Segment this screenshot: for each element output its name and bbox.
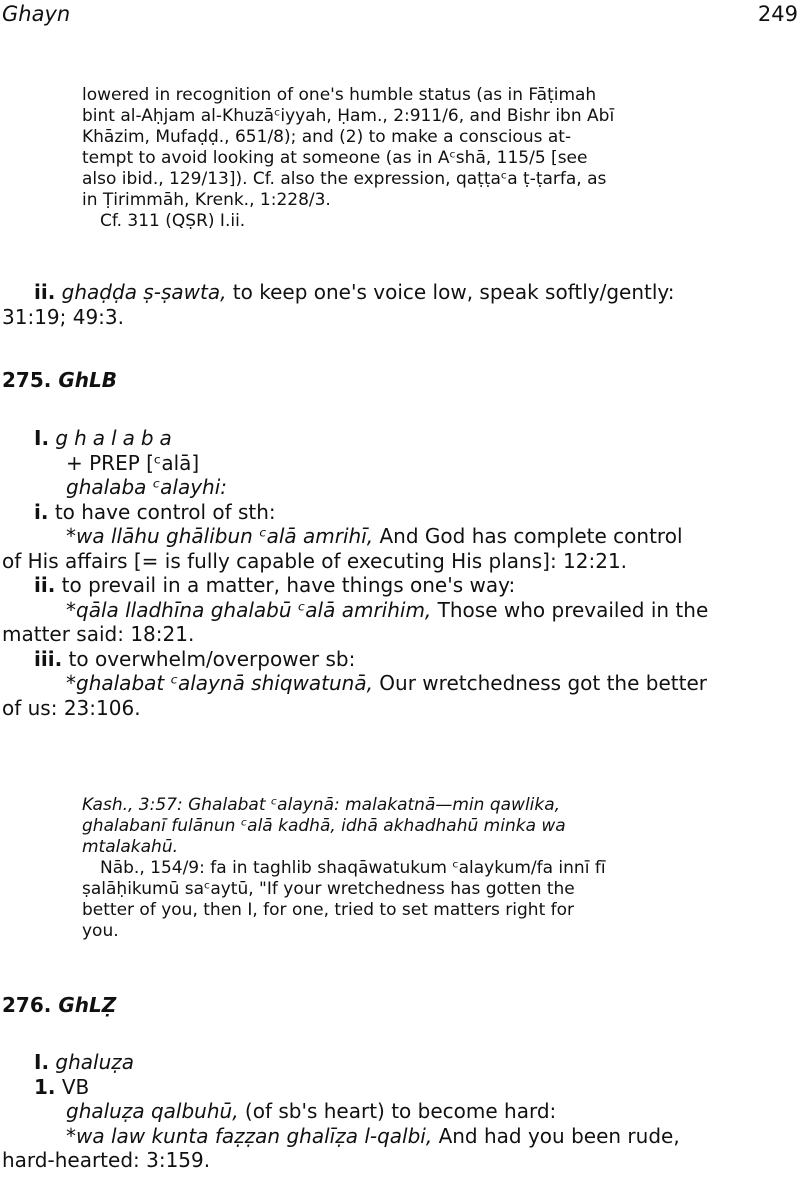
section-heading — [2, 368, 798, 393]
entry-ii — [2, 280, 798, 329]
arabic-phrase: ghaḍḍa ṣ-ṣawta, — [61, 280, 227, 304]
page-header — [0, 0, 800, 30]
section-276-body — [2, 1050, 798, 1173]
example-2-cont: matter said: 18:21. — [2, 622, 195, 646]
quote-line: Nāb., 154/9: fa in taghlib shaqāwatukum ᶜalaykum/fa innī fī — [100, 858, 606, 878]
prep-line: + PREP [ᶜalā] — [66, 450, 200, 475]
page-number: 249 — [757, 2, 798, 26]
quote-line: tempt to avoid looking at someone (as in Aᶜshā, 115/5 [see — [82, 148, 588, 168]
quote-line: ghalabanī fulānun ᶜalā kadhā, idhā akhadhahū minka wa — [82, 816, 566, 836]
example-cont: hard-hearted: 3:159. — [2, 1148, 211, 1172]
phrase-line: ghaluẓa qalbuhū, (of sb's heart) to become hard: — [66, 1099, 557, 1123]
example-1: *wa llāhu ghālibun ᶜalā amrihī, And God has complete control — [66, 524, 683, 548]
section-number: 276. — [2, 993, 52, 1017]
section-heading — [2, 993, 798, 1018]
cross-reference: Cf. 311 (QṢR) I.ii. — [100, 211, 246, 231]
block-quote-2 — [82, 795, 722, 942]
section-number: 275. — [2, 368, 52, 392]
example-2: *qāla lladhīna ghalabū ᶜalā amrihim, Those who prevailed in the — [66, 597, 709, 622]
sense-number: ii. — [34, 280, 56, 304]
sense-3: iii. to overwhelm/overpower sb: — [34, 646, 356, 671]
quote-line: better of you, then I, for one, tried to set matters right for — [82, 900, 575, 920]
form-number: I. — [34, 426, 50, 450]
example-3-cont: of us: 23:106. — [2, 695, 141, 720]
sense-1: i. to have control of sth: — [34, 499, 276, 524]
quote-line: you. — [82, 921, 119, 941]
quote-line: Kash., 3:57: Ghalabat ᶜalaynā: malakatnā—min qawlika, — [82, 795, 561, 815]
section-276 — [2, 993, 798, 1018]
quote-line: Khāzim, Mufaḍḍ., 651/8); and (2) to make a conscious at- — [82, 127, 572, 147]
running-head: Ghayn — [2, 2, 71, 26]
example-1-cont: of His affairs [= is fully capable of executing His plans]: 12:21. — [2, 548, 628, 573]
example-3: *ghalabat ᶜalaynā shiqwatunā, Our wretchedness got the better — [66, 671, 707, 695]
example: *wa law kunta faẓẓan ghalīẓa l-qalbi, And had you been rude, — [66, 1123, 680, 1148]
root-label: GhLẒ — [58, 993, 117, 1017]
definition: to keep one's voice low, speak softly/gently: — [226, 280, 675, 304]
section-275-body — [2, 426, 798, 720]
sub-line: 1. VB — [34, 1074, 90, 1099]
form-number: I. — [34, 1050, 50, 1074]
entry-line — [2, 280, 798, 305]
quote-line: in Ṭirimmāh, Krenk., 1:228/3. — [82, 190, 331, 210]
root-label: GhLB — [58, 368, 117, 392]
citation: 31:19; 49:3. — [2, 304, 125, 329]
quote-line: ṣalāḥikumū saᶜaytū, "If your wretchedness has gotten the — [82, 879, 575, 899]
quote-line: lowered in recognition of one's humble status (as in Fāṭimah — [82, 85, 597, 105]
sense-2: ii. to prevail in a matter, have things one's way: — [34, 573, 516, 597]
verb: ghaluẓa — [55, 1050, 135, 1074]
form-line — [2, 1050, 798, 1075]
verb: ghalaba — [55, 426, 178, 450]
form-line — [2, 426, 798, 451]
block-quote-1 — [82, 85, 722, 232]
quote-line: bint al-Aḥjam al-Khuzāᶜiyyah, Ḥam., 2:911/6, and Bishr ibn Abī — [82, 106, 615, 126]
phrase-line: ghalaba ᶜalayhi: — [66, 475, 228, 499]
section-275 — [2, 368, 798, 393]
quote-line: mtalakahū. — [82, 837, 178, 857]
quote-line: also ibid., 129/13]). Cf. also the expression, qaṭṭaᶜa ṭ-ṭarfa, as — [82, 169, 607, 189]
